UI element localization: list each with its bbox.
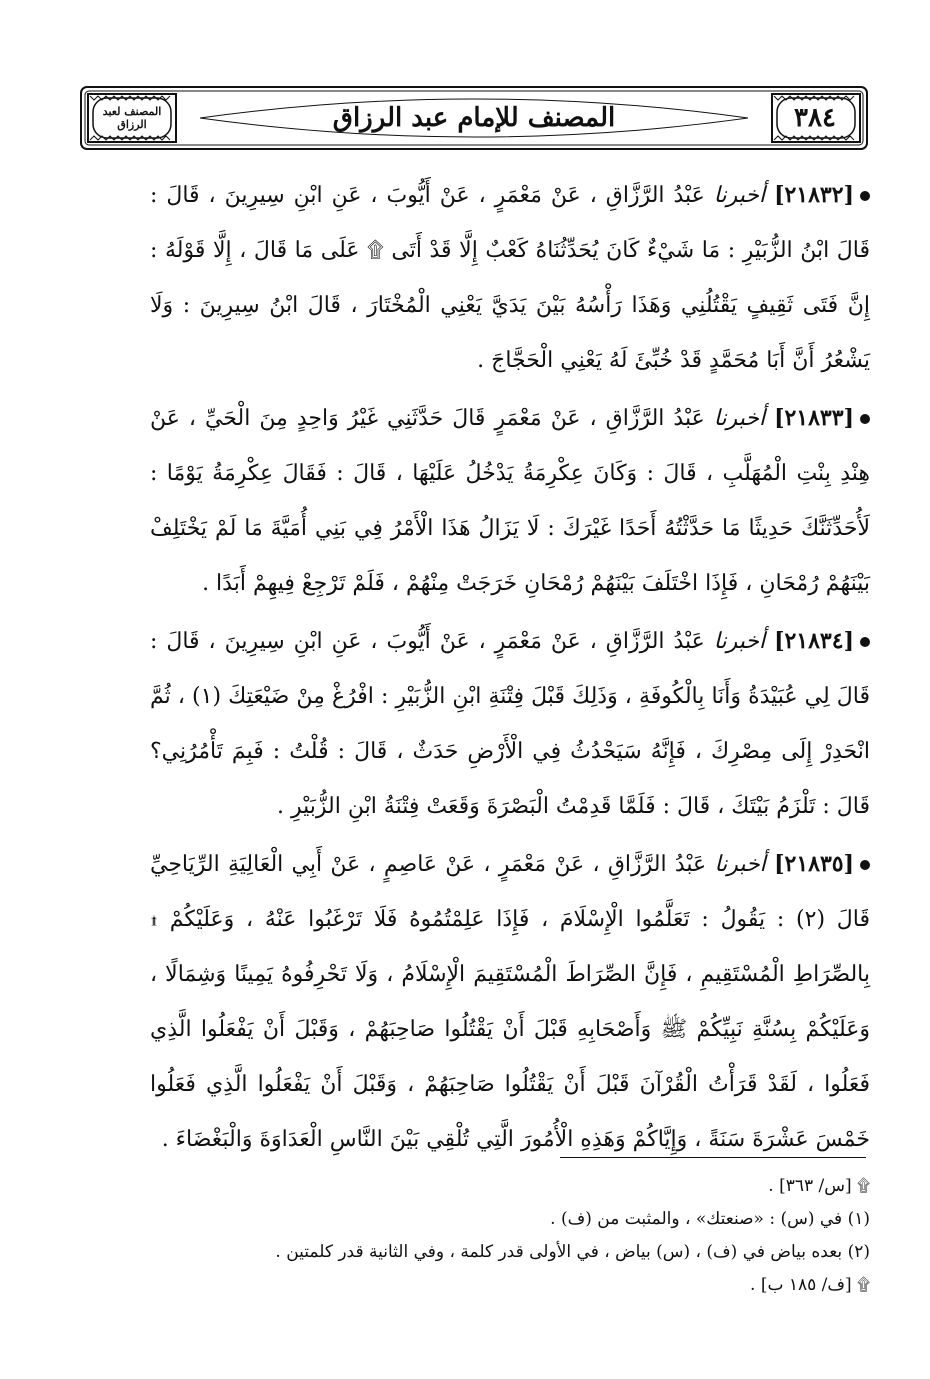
hadith-text: عَبْدُ الرَّزَّاقِ ، عَنْ مَعْمَرٍ قَالَ حَدَّثَنِي غَيْرُ وَاحِدٍ مِنَ الْحَيِّ ، عَنْ هِنْدِ بِنْتِ الْمُهَلَّبِ ، قَالَ : وَكَانَ عِكْرِمَةُ يَدْخُلُ عَلَيْهَا ، قَالَ : فَقَالَ عِكْرِمَةُ يَوْمًا : لَأُحَدِّثَنَّكَ حَدِيثًا مَا حَدَّثْتُهُ أَحَدًا غَيْرَكَ : لَا يَزَالُ هَذَا الْأَمْرُ فِي بَنِي أُمَيَّةَ مَا لَمْ يَخْتَلِفْ بَيْنَهُمْ رُمْحَانِ ، فَإِذَا اخْتَلَفَ بَيْنَهُمْ رُمْحَانِ خَرَجَتْ مِنْهُمْ ، فَلَمْ تَرْجِعْ فِيهِمْ أَبَدًا . xyxy=(150,406,870,596)
akhbarana-label: أخبرنا xyxy=(713,406,766,431)
header-seal: المصنف لعبد الرزاق xyxy=(102,105,162,131)
bullet-icon xyxy=(860,637,870,647)
hadith-number: [٢١٨٣٥] xyxy=(774,851,855,877)
hadith-paragraph xyxy=(150,837,870,1167)
footnote: (١) في (س) : «صنعتك» ، والمثبت من (ف) . xyxy=(550,1209,870,1229)
bullet-icon xyxy=(860,414,870,424)
hadith-paragraph xyxy=(150,168,870,388)
hadith-text: عَبْدُ الرَّزَّاقِ ، عَنْ مَعْمَرٍ ، عَنْ عَاصِمٍ ، عَنْ أَبِي الْعَالِيَةِ الرِّيَاحِيِّ قَالَ (٢) : يَقُولُ : تَعَلَّمُوا الْإِسْلَامَ ، فَإِذَا عَلِمْتُمُوهُ فَلَا تَرْغَبُوا عَنْهُ ، وَعَلَيْكُمْ ۩ بِالصِّرَاطِ الْمُسْتَقِيمِ ، فَإِنَّ الصِّرَاطَ الْمُسْتَقِيمَ الْإِسْلَامُ ، وَلَا تَحْرِفُوهُ يَمِينًا وَشِمَالًا ، وَعَلَيْكُمْ بِسُنَّةِ نَبِيِّكُمْ ﷺ وَأَصْحَابِهِ قَبْلَ أَنْ يَقْتُلُوا صَاحِبَهُمْ ، وَقَبْلَ أَنْ يَفْعَلُوا الَّذِي فَعَلُوا ، لَقَدْ قَرَأْتُ الْقُرْآنَ قَبْلَ أَنْ يَقْتُلُوا صَاحِبَهُمْ ، وَقَبْلَ أَنْ يَفْعَلُوا الَّذِي فَعَلُوا خَمْسَ عَشْرَةَ سَنَةً ، وَإِيَّاكُمْ وَهَذِهِ الْأُمُورَ الَّتِي تُلْقِي بَيْنَ النَّاسِ الْعَدَاوَةَ وَالْبَغْضَاءَ . xyxy=(150,852,870,1152)
hadith-number: [٢١٨٣٣] xyxy=(774,405,854,431)
header-title: المصنف للإمام عبد الرزاق xyxy=(332,103,616,133)
footnote-divider xyxy=(560,1157,866,1158)
footnotes xyxy=(150,1170,870,1302)
hadith-number: [٢١٨٣٢] xyxy=(774,182,854,208)
akhbarana-label: أخبرنا xyxy=(713,629,766,654)
akhbarana-label: أخبرنا xyxy=(713,183,766,208)
footnote: ۩ [ف/ ١٨٥ ب] . xyxy=(750,1275,870,1295)
bullet-icon xyxy=(860,191,870,201)
hadith-number: [٢١٨٣٤] xyxy=(774,628,854,654)
akhbarana-label: أخبرنا xyxy=(714,852,766,877)
page-number: ٣٨٤ xyxy=(794,103,836,133)
footnote: (٢) بعده بياض في (ف) ، (س) بياض ، في الأولى قدر كلمة ، وفي الثانية قدر كلمتين . xyxy=(275,1242,870,1262)
hadith-paragraph xyxy=(150,614,870,834)
bullet-icon xyxy=(860,860,870,870)
main-text xyxy=(150,168,870,1170)
hadith-text: عَبْدُ الرَّزَّاقِ ، عَنْ مَعْمَرٍ ، عَنْ أَيُّوبَ ، عَنِ ابْنِ سِيرِينَ ، قَالَ : قَالَ ابْنُ الزُّبَيْرِ : مَا شَيْءٌ كَانَ يُحَدِّثُنَاهُ كَعْبٌ إِلَّا قَدْ أَتَى ۩ عَلَى مَا قَالَ ، إِلَّا قَوْلَهُ : إِنَّ فَتَى ثَقِيفٍ يَقْتُلُنِي وَهَذَا رَأْسُهُ بَيْنَ يَدَيَّ يَعْنِي الْمُخْتَارَ ، قَالَ ابْنُ سِيرِينَ : وَلَا يَشْعُرُ أَنَّ أَبَا مُحَمَّدٍ قَدْ خُبِّئَ لَهُ يَعْنِي الْحَجَّاجَ . xyxy=(150,183,870,373)
hadith-text: عَبْدُ الرَّزَّاقِ ، عَنْ مَعْمَرٍ ، عَنْ أَيُّوبَ ، عَنِ ابْنِ سِيرِينَ ، قَالَ : قَالَ لِي عُبَيْدَةُ وَأَنَا بِالْكُوفَةِ ، وَذَلِكَ قَبْلَ فِتْنَةِ ابْنِ الزُّبَيْرِ : افْرُغْ مِنْ ضَيْعَتِكَ (١) ، ثُمَّ انْحَدِرْ إِلَى مِصْرِكَ ، فَإِنَّهُ سَيَحْدُثُ فِي الْأَرْضِ حَدَثٌ ، قَالَ : قُلْتُ : فَبِمَ تَأْمُرُنِي؟ قَالَ : تَلْزَمُ بَيْتَكَ ، قَالَ : فَلَمَّا قَدِمْتُ الْبَصْرَةَ وَقَعَتْ فِتْنَةُ ابْنِ الزُّبَيْرِ . xyxy=(150,629,870,819)
hadith-paragraph xyxy=(150,391,870,611)
footnote: ۩ [س/ ٣٦٣] . xyxy=(768,1176,870,1196)
page-header xyxy=(80,86,868,150)
